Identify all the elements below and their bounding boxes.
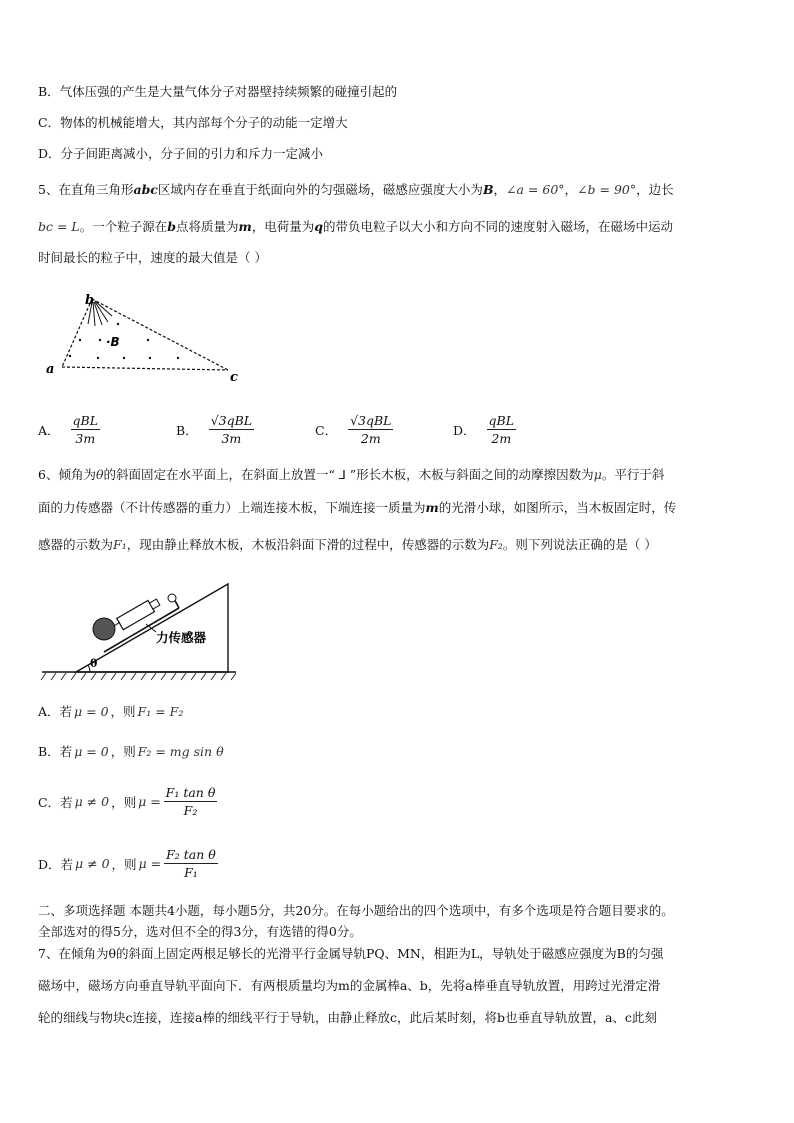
q6-option-b[interactable]: B．若 μ = 0 ，则 F₂ = mg sin θ [38,743,224,759]
field-dots [69,323,179,359]
sensor-knob [168,594,176,602]
q6-option-a[interactable]: A．若 μ = 0 ，则 F₁ = F₂ [38,703,184,719]
ball-link [114,622,120,626]
ground-hatch [41,673,236,680]
prev-option-c: C．物体的机械能增大，其内部每个分子的动能一定增大 [38,115,348,130]
sensor-label: 力传感器 [156,630,207,645]
q5-option-b[interactable]: B． $\frac{\text{√3qBL}}{3m}$ [176,413,253,446]
q6-line-1: 6、倾角为θ的斜面固定在水平面上，在斜面上放置一“ ⅃ ”形长木板，木板与斜面之间的动摩擦因数为μ。平行于斜 [38,467,665,482]
q5-triangle-figure [40,290,250,385]
label-c: c [230,370,238,385]
q5-line-1: 5、在直角三角形abc区域内存在垂直于纸面向外的匀强磁场，磁感应强度大小为B，∠a = 60°，∠b = 90°，边长 [38,182,674,197]
theta-label: θ [90,657,98,670]
q5-line-3: 时间最长的粒子中，速度的最大值是（ ） [38,250,267,265]
prev-option-b: B．气体压强的产生是大量气体分子对器壁持续频繁的碰撞引起的 [38,84,398,99]
label-a: a [46,362,55,377]
q7-line-1: 7、在倾角为θ的斜面上固定两根足够长的光滑平行金属导轨PQ、MN，相距为L，导轨处于磁感应强度为B的匀强 [38,946,664,961]
section2-heading: 二、多项选择题 本题共4小题，每小题5分，共20分。在每小题给出的四个选项中，有多个选项是符合题目要求的。 [38,903,674,918]
section2-heading-cont: 全部选对的得5分，选对但不全的得3分，有选错的得0分。 [38,924,362,939]
label-b: b [85,293,95,308]
q5-option-a[interactable]: A． $\frac{\text{qBL}}{3m}$ [38,413,99,446]
q6-option-d[interactable]: D．若 μ ≠ 0 ，则 μ = $\frac{\text{F₂ tan θ}}{\text{F₁}}$ [38,847,216,880]
q7-line-2: 磁场中，磁场方向垂直导轨平面向下．有两根质量均为m的金属棒a、b，先将a棒垂直导轨放置，用跨过光滑定滑 [38,978,661,993]
q5-option-c[interactable]: C． $\frac{\text{√3qBL}}{2m}$ [315,413,392,446]
prev-option-d: D．分子间距离减小，分子间的引力和斥力一定减小 [38,146,324,161]
q6-line-2: 面的力传感器（不计传感器的重力）上端连接木板，下端连接一质量为m的光滑小球，如图所示，当木板固定时，传 [38,500,677,515]
triangle-side-ac [62,367,228,370]
force-sensor [117,596,162,629]
q6-line-3: 感器的示数为F₁，现由静止释放木板，木板沿斜面下滑的过程中，传感器的示数为F₂。则下列说法正确的是（ ） [38,537,657,552]
q6-option-c[interactable]: C．若 μ ≠ 0 ，则 μ = $\frac{\text{F₁ tan θ}}{\text{F₂}}$ [38,785,216,818]
q7-line-3: 轮的细线与物块c连接，连接a棒的细线平行于导轨，由静止释放c，此后某时刻，将b也垂直导轨放置，a、c此刻 [38,1010,657,1025]
q6-incline-figure [40,574,240,686]
q5-line-2: bc = L。一个粒子源在b点将质量为m，电荷量为q的带负电粒子以大小和方向不同的速度射入磁场，在磁场中运动 [38,219,674,234]
triangle-side-ab [62,299,92,367]
label-B: ·B [106,335,120,349]
q5-option-d[interactable]: D． $\frac{\text{qBL}}{2m}$ [453,413,515,446]
ball [93,618,115,640]
